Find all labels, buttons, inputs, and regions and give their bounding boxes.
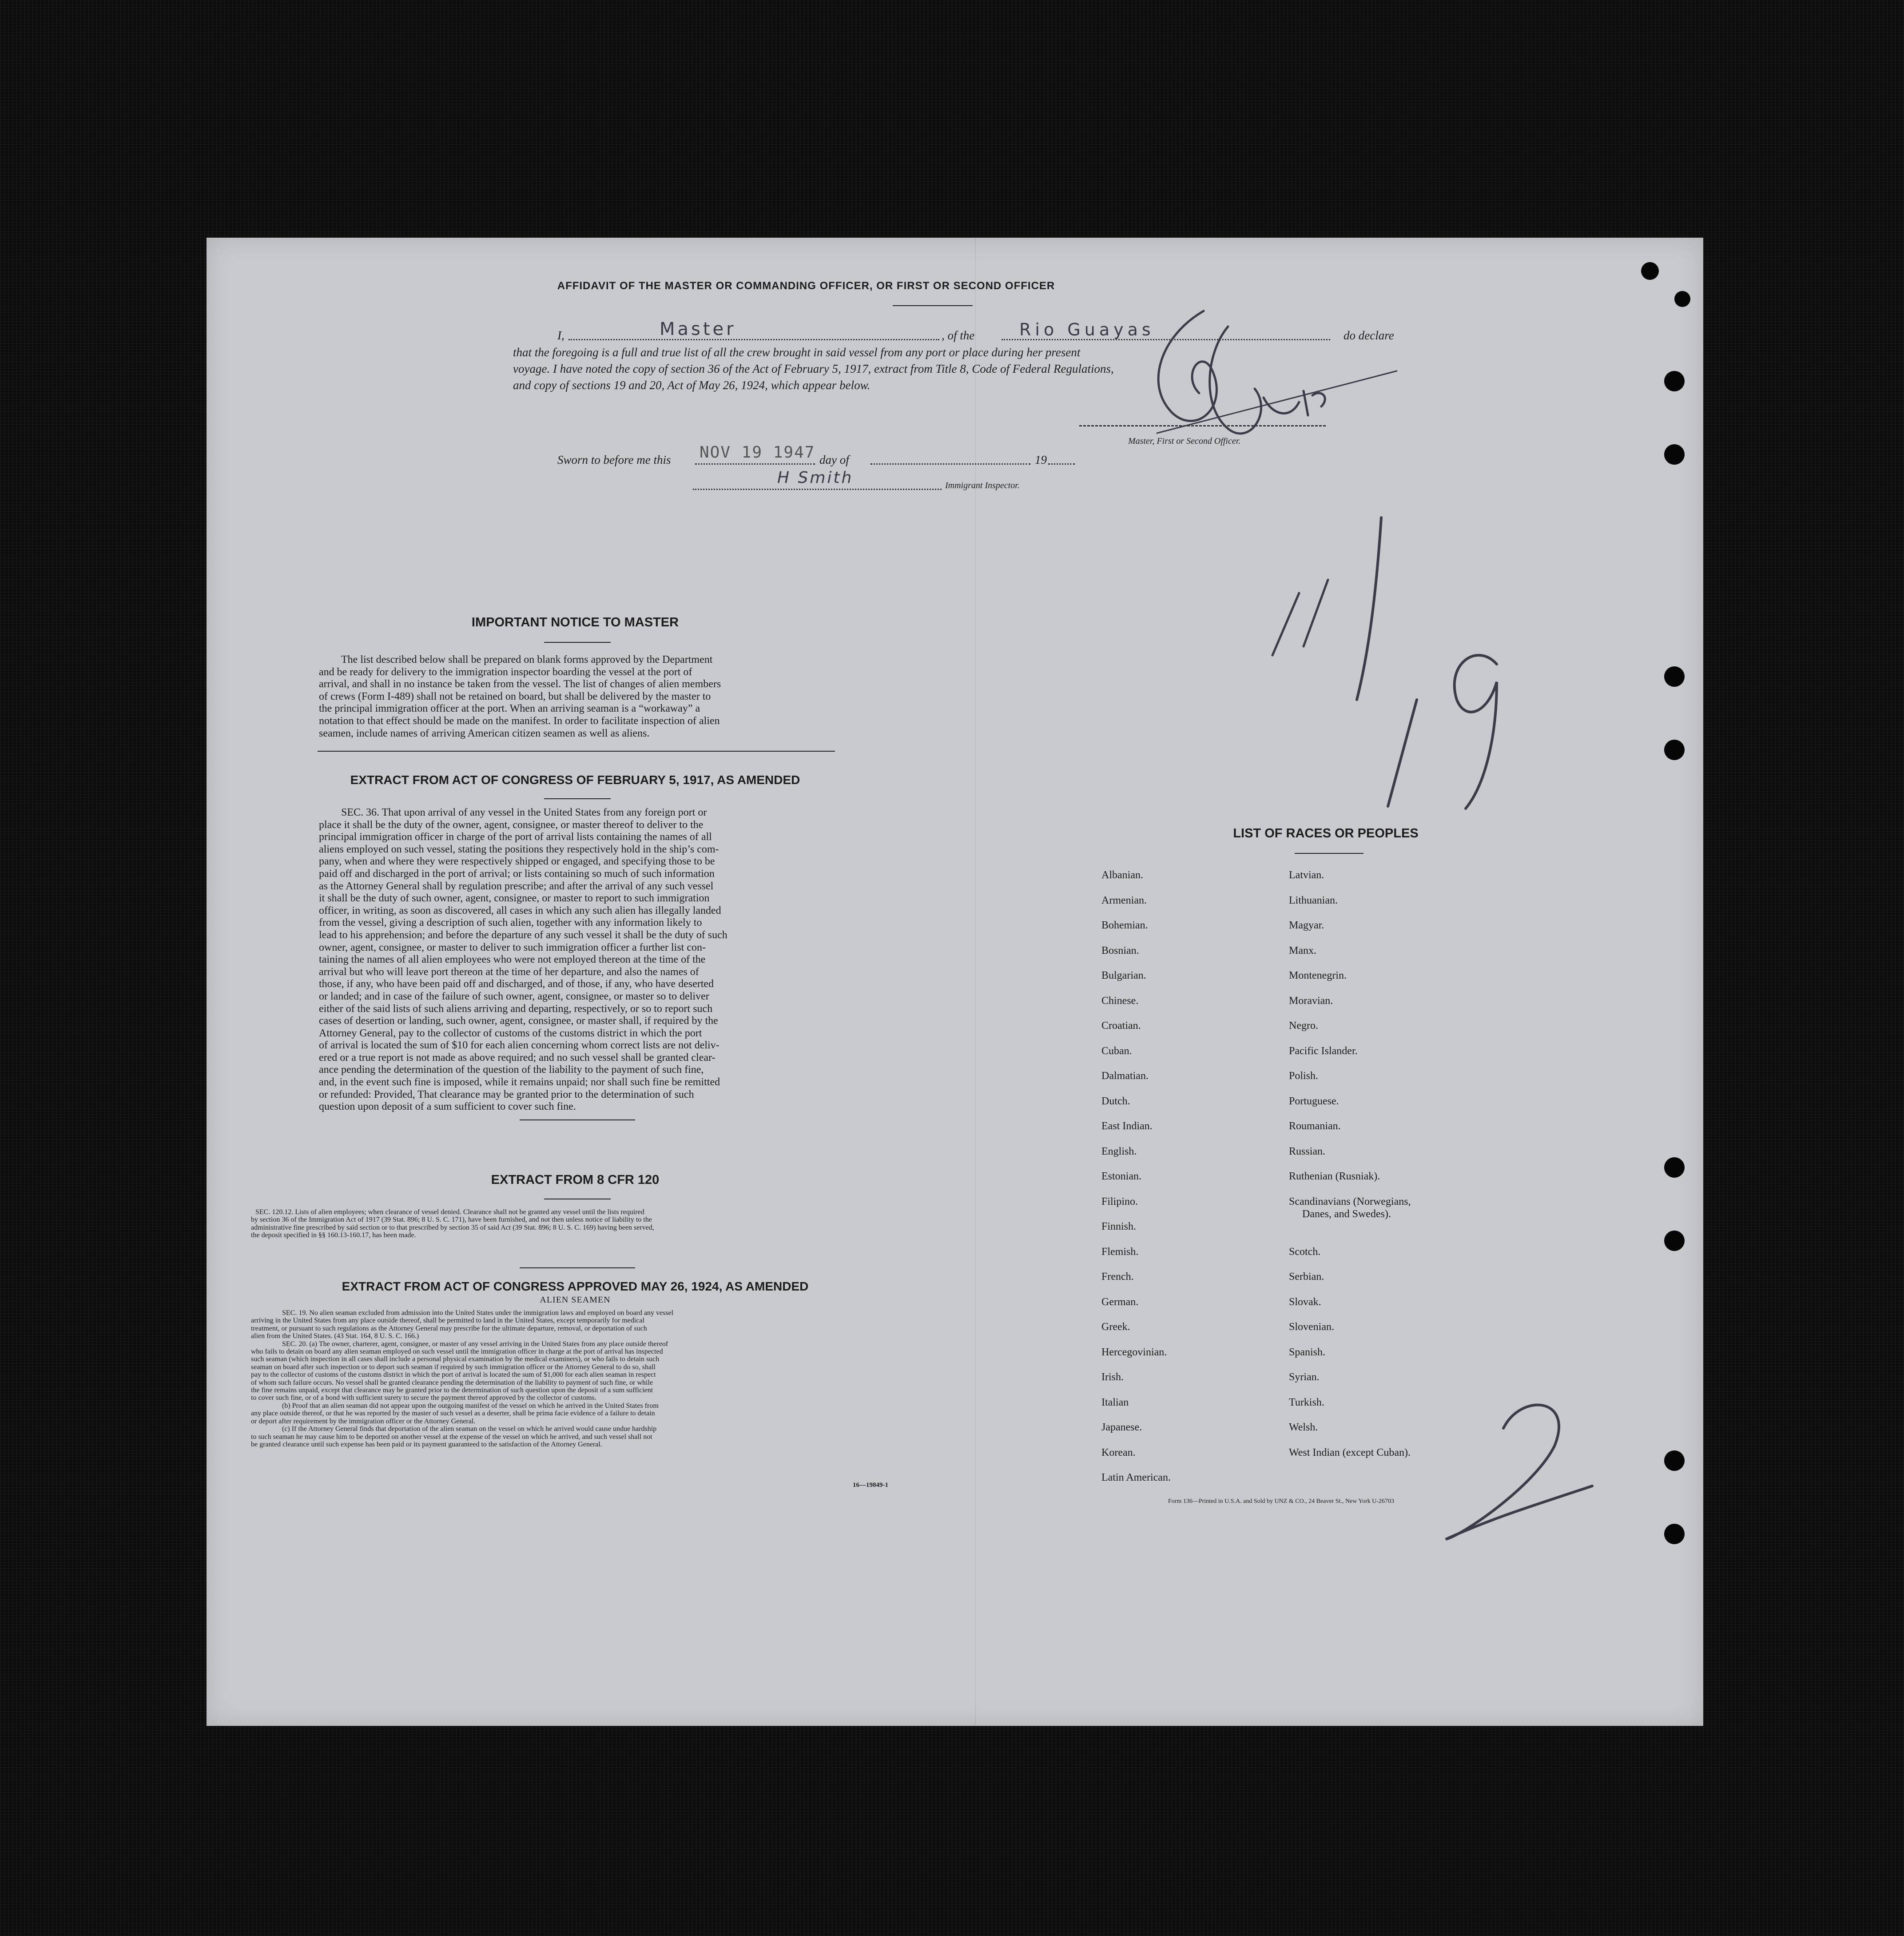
race-item: Flemish.: [1101, 1246, 1139, 1258]
affidavit-line3: voyage. I have noted the copy of section 36 of the Act of February 5, 1917, extract from Title 8, Code of Federal Regulations,: [513, 362, 1114, 375]
race-item: German.: [1101, 1296, 1139, 1308]
cfr-line: SEC. 120.12. Lists of alien employees; when clearance of vessel denied. Clearance shall not be granted any vessel until the lists required: [255, 1208, 644, 1216]
act1924-line: (c) If the Attorney General finds that deportation of the alien seaman on the vessel on which he arrived would cause undue hardship: [282, 1425, 657, 1433]
form-footer: Form 136—Printed in U.S.A. and Sold by UNZ & CO., 24 Beaver St., New York U-26703: [1168, 1498, 1395, 1505]
race-item: Russian.: [1289, 1145, 1326, 1157]
race-item: Irish.: [1101, 1371, 1124, 1383]
race-item: Italian: [1101, 1396, 1129, 1408]
act1917-line: of arrival is located the sum of $10 for each alien concerning whom correct lists are not deliv-: [319, 1040, 719, 1052]
signature-caption: Master, First or Second Officer.: [1128, 436, 1241, 446]
race-item: Estonian.: [1101, 1171, 1141, 1182]
act1924-line: pay to the collector of customs of the customs district in which the port of arrival is located the sum of $1,000 for each alien seaman in respect: [251, 1371, 656, 1379]
act1917-line: SEC. 36. That upon arrival of any vessel in the United States from any foreign port or: [341, 807, 707, 818]
form-code: 16—19849-1: [853, 1482, 888, 1489]
notice-line: arrival, and shall in no instance be taken from the vessel. The list of changes of alien members: [319, 678, 721, 690]
race-item: Dutch.: [1101, 1095, 1130, 1107]
notice-line: seamen, include names of arriving American citizen seamen as well as aliens.: [319, 727, 650, 739]
race-item: Latvian.: [1289, 869, 1324, 881]
race-item: Montenegrin.: [1289, 970, 1347, 981]
cfr-line: administrative fine prescribed by said section or to that prescribed by section 35 of said Act (39 Stat. 896; 8 U. S. C. 169) having been served,: [251, 1223, 654, 1231]
race-item: French.: [1101, 1271, 1134, 1283]
act1917-line: owner, agent, consignee, or master to deliver to such immigration officer a further list con-: [319, 941, 706, 953]
race-item: Bohemian.: [1101, 920, 1148, 931]
act1917-line: and, in the event such fine is imposed, while it remains unpaid; nor shall such fine be remitted: [319, 1076, 720, 1088]
act1917-line: or refunded: Provided, That clearance may be granted prior to the determination of such: [319, 1088, 694, 1100]
fraction-denominator: [1388, 655, 1497, 809]
race-item: Danes, and Swedes).: [1302, 1208, 1391, 1220]
act1924-line: SEC. 20. (a) The owner, charterer, agent, consignee, or master of any vessel arriving in the United States from any place outside thereof: [282, 1340, 668, 1348]
number-two: [1446, 1405, 1592, 1539]
act1924-line: to cover such fine, or of a bond with sufficient surety to secure the payment thereof approved by the collector of customs.: [251, 1394, 596, 1402]
race-item: Polish.: [1289, 1070, 1319, 1082]
race-item: Portuguese.: [1289, 1095, 1339, 1107]
officer-title-handwritten: Master: [660, 319, 736, 339]
act1917-line: ered or a true report is not made as above required; and no such vessel shall be granted clear-: [319, 1052, 715, 1064]
sworn-prefix: Sworn to before me this: [557, 453, 671, 466]
affidavit-title: AFFIDAVIT OF THE MASTER OR COMMANDING OFFICER, OR FIRST OR SECOND OFFICER: [557, 280, 1055, 292]
race-item: Welsh.: [1289, 1422, 1318, 1433]
inspector-caption: Immigrant Inspector.: [945, 481, 1020, 490]
affidavit-line4: and copy of sections 19 and 20, Act of May 26, 1924, which appear below.: [513, 378, 871, 392]
act1924-line: who fails to detain on board any alien seaman employed on such vessel until the immigration officer in charge at the port of arrival has inspected: [251, 1348, 663, 1356]
act1917-line: cases of desertion or landing, such owner, agent, consignee, or master shall, if required by the: [319, 1015, 718, 1027]
notice-line: The list described below shall be prepared on blank forms approved by the Department: [341, 654, 713, 665]
act1924-line: alien from the United States. (43 Stat. 164, 8 U. S. C. 166.): [251, 1332, 419, 1340]
race-item: Slovenian.: [1289, 1321, 1334, 1333]
act1924-line: of whom such failure occurs. No vessel shall be granted clearance pending the determination of the liability to payment of such fine, or while: [251, 1378, 653, 1386]
affidavit-line2: that the foregoing is a full and true list of all the crew brought in said vessel from any port or place during her present: [513, 346, 1081, 359]
race-item: English.: [1101, 1145, 1137, 1157]
act1917-line: as the Attorney General shall by regulation prescribe; and after the arrival of any such vessel: [319, 880, 714, 892]
act1917-line: ance pending the determination of the question of the liability to the payment of such fine,: [319, 1064, 704, 1076]
act1917-line: Attorney General, pay to the collector of customs of the customs district in which the port: [319, 1027, 702, 1039]
race-item: Dalmatian.: [1101, 1070, 1149, 1082]
race-item: Chinese.: [1101, 995, 1139, 1007]
notice-line: of crews (Form I-489) shall not be retained on board, but shall be delivered by the master to: [319, 690, 711, 702]
notice-line: the principal immigration officer at the port. When an arriving seaman is a “workaway” a: [319, 703, 700, 715]
race-item: Japanese.: [1101, 1422, 1142, 1433]
act1924-line: (b) Proof that an alien seaman did not appear upon the outgoing manifest of the vessel on which he arrived in the United States from: [282, 1402, 659, 1410]
race-item: Negro.: [1289, 1020, 1318, 1032]
inspector-signature: H Smith: [777, 469, 854, 487]
act1917-line: lead to his apprehension; and before the departure of any such vessel it shall be the duty of such: [319, 929, 727, 941]
race-item: Turkish.: [1289, 1396, 1324, 1408]
act1917-title: EXTRACT FROM ACT OF CONGRESS OF FEBRUARY 5, 1917, AS AMENDED: [350, 773, 800, 787]
act1924-line: to such seaman he may cause him to be deported on another vessel at the expense of the vessel on which he arrived, and such vessel shall not: [251, 1433, 652, 1441]
race-item: Syrian.: [1289, 1371, 1320, 1383]
race-item: Latin American.: [1101, 1472, 1171, 1483]
act1924-title: EXTRACT FROM ACT OF CONGRESS APPROVED MAY 26, 1924, AS AMENDED: [342, 1279, 809, 1293]
vessel-name-handwritten: Rio Guayas: [1019, 320, 1155, 339]
race-item: Hercegovinian.: [1101, 1346, 1167, 1358]
act1924-line: seaman on board after such inspection or to deport such seaman if required by such immigration officer or the Attorney General to do so, shall: [251, 1363, 656, 1371]
act1917-line: pany, when and where they were respectively shipped or engaged, and specifying those to be: [319, 856, 715, 868]
race-item: Ruthenian (Rusniak).: [1289, 1171, 1380, 1182]
race-item: Armenian.: [1101, 894, 1147, 906]
act1924-line: be granted clearance until such expense has been paid or its payment guaranteed to the satisfaction of the Attorney General.: [251, 1440, 602, 1448]
act1917-line: those, if any, who have been paid off and discharged, and of those, if any, who have deserted: [319, 978, 714, 990]
notice-title: IMPORTANT NOTICE TO MASTER: [471, 615, 679, 629]
act1917-line: place it shall be the duty of the owner, agent, consignee, or master thereof to deliver to the: [319, 819, 704, 831]
race-item: Moravian.: [1289, 995, 1333, 1007]
race-item: Serbian.: [1289, 1271, 1324, 1283]
race-item: Finnish.: [1101, 1221, 1137, 1232]
fraction-slash: [1357, 518, 1381, 700]
race-item: Pacific Islander.: [1289, 1045, 1358, 1057]
race-item: Albanian.: [1101, 869, 1143, 881]
races-title: LIST OF RACES OR PEOPLES: [1233, 826, 1419, 841]
notice-line: and be ready for delivery to the immigration inspector boarding the vessel at the port of: [319, 666, 692, 678]
notice-line: notation to that effect should be made on the manifest. In order to facilitate inspection of alien: [319, 715, 720, 727]
race-item: Roumanian.: [1289, 1120, 1341, 1132]
race-item: East Indian.: [1101, 1120, 1153, 1132]
signature-scrawl: [1158, 311, 1216, 421]
race-item: Bosnian.: [1101, 944, 1139, 956]
race-item: West Indian (except Cuban).: [1289, 1446, 1411, 1458]
act1924-line: any place outside thereof, or that he was reported by the master of such vessel as a deserter, shall be prima facie evidence of a failure to detain: [251, 1410, 655, 1418]
race-item: Lithuanian.: [1289, 894, 1338, 906]
act1924-line: the fine remains unpaid, except that clearance may be granted prior to the determination of such question upon the deposit of a sum sufficient: [251, 1386, 653, 1394]
act1917-line: either of the said lists of such aliens arriving and departing, respectively, or so to report such: [319, 1003, 713, 1015]
act1917-line: officer, in writing, as soon as discovered, all cases in which any such alien has illegally landed: [319, 904, 721, 916]
form-sheet: [207, 238, 1703, 1726]
race-item: Greek.: [1101, 1321, 1130, 1333]
sworn-day-of: day of: [819, 453, 849, 466]
act1924-subtitle: ALIEN SEAMEN: [540, 1295, 611, 1305]
cfr-line: by section 36 of the Immigration Act of 1917 (39 Stat. 896; 8 U. S. C. 171), have been furnished, and not then unless notice of liability to the: [251, 1216, 652, 1224]
race-item: Bulgarian.: [1101, 970, 1146, 981]
race-item: Cuban.: [1101, 1045, 1132, 1057]
act1917-line: paid off and discharged in the port of arrival; or lists containing so much of such information: [319, 868, 715, 880]
affidavit-line1-suffix: do declare: [1344, 329, 1394, 342]
race-item: Filipino.: [1101, 1195, 1138, 1207]
act1924-line: such seaman (which inspection in all cases shall include a personal physical examination by the medical examiners), or who fails to detain such: [251, 1355, 660, 1363]
cfr-line: the deposit specified in §§ 160.13-160.17, has been made.: [251, 1231, 416, 1239]
race-item: Korean.: [1101, 1446, 1136, 1458]
race-item: Spanish.: [1289, 1346, 1326, 1358]
affidavit-line1-mid: , of the: [942, 329, 975, 342]
sworn-year: 19: [1035, 453, 1047, 466]
act1917-line: it shall be the duty of such owner, agent, consignee, or master to report to such immigration: [319, 892, 710, 904]
handwriting-marks: [207, 238, 1703, 1726]
act1917-line: or landed; and in case of the failure of such owner, agent, consignee, or master so to deliver: [319, 990, 709, 1002]
act1917-line: aliens employed on such vessel, stating the positions they respectively hold in the ship’s com-: [319, 843, 719, 855]
act1917-line: principal immigration officer in charge of the port of arrival lists containing the names of all: [319, 831, 712, 843]
cfr-title: EXTRACT FROM 8 CFR 120: [491, 1173, 660, 1187]
act1924-line: treatment, or pursuant to such regulations as the Attorney General may prescribe for the ultimate departure, removal, or deportation of such: [251, 1324, 647, 1332]
act1924-line: or deport after requirement by the immigration officer or the Attorney General.: [251, 1417, 476, 1425]
act1917-line: from the vessel, giving a description of such alien, together with any information likely to: [319, 917, 702, 929]
act1917-line: arrival but who will leave port thereon at the time of her departure, and also the names of: [319, 966, 699, 978]
race-item: Scotch.: [1289, 1246, 1321, 1258]
race-item: Scandinavians (Norwegians,: [1289, 1195, 1411, 1207]
race-item: Croatian.: [1101, 1020, 1141, 1032]
act1924-line: arriving in the United States from any place outside thereof, shall be permitted to land in the United States, except temporarily for medical: [251, 1317, 644, 1325]
act1917-line: question upon deposit of a sum sufficient to cover such fine.: [319, 1101, 576, 1113]
act1917-line: taining the names of all alien employees who were not employed thereon at the time of the: [319, 954, 706, 966]
fraction-numerator: [1272, 580, 1328, 655]
sworn-date-stamp: NOV 19 1947: [700, 443, 815, 462]
race-item: Slovak.: [1289, 1296, 1321, 1308]
race-item: Magyar.: [1289, 920, 1324, 931]
act1924-line: SEC. 19. No alien seaman excluded from admission into the United States under the immigration laws and employed on board any vessel: [282, 1309, 674, 1317]
affidavit-line1-prefix: I,: [557, 329, 564, 342]
race-item: Manx.: [1289, 944, 1316, 956]
